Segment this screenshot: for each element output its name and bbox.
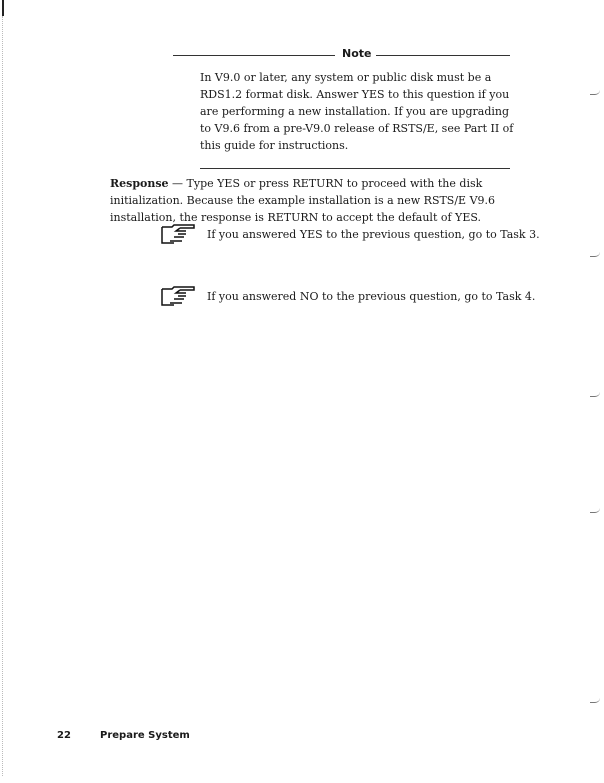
margin-mark	[590, 698, 600, 703]
pointer-text-yes: If you answered YES to the previous question, go to Task 3.	[207, 228, 540, 241]
page-number: 22	[57, 730, 71, 741]
response-paragraph	[110, 175, 550, 226]
note-text: In V9.0 or later, any system or public disk must be a RDS1.2 format disk. Answer YES to this question if you are performing a new installation. If you are upgrading to V9.6 from a pre-V9.0 release of RSTS/E, see Part II of this guide for instructions.	[200, 71, 514, 152]
note-rule-right	[376, 55, 510, 56]
margin-mark	[590, 252, 600, 257]
pointing-hand-icon	[160, 285, 200, 307]
scan-edge-dots	[2, 16, 3, 776]
response-label: Response	[110, 177, 169, 190]
footer-section: Prepare System	[100, 730, 190, 741]
response-text: — Type YES or press RETURN to proceed with the disk initialization. Because the example installation is a new RSTS/E V9.6 installation, the response is RETURN to accept the default of YES.	[110, 177, 496, 224]
margin-mark	[590, 90, 600, 95]
scan-edge-mark	[2, 0, 4, 16]
margin-mark	[590, 508, 600, 513]
pointer-text-no: If you answered NO to the previous question, go to Task 4.	[207, 290, 536, 303]
note-title: Note	[342, 47, 372, 60]
margin-mark	[590, 392, 600, 397]
note-rule-bottom	[200, 168, 510, 169]
pointing-hand-icon	[160, 223, 200, 245]
note-rule-left	[173, 55, 335, 56]
